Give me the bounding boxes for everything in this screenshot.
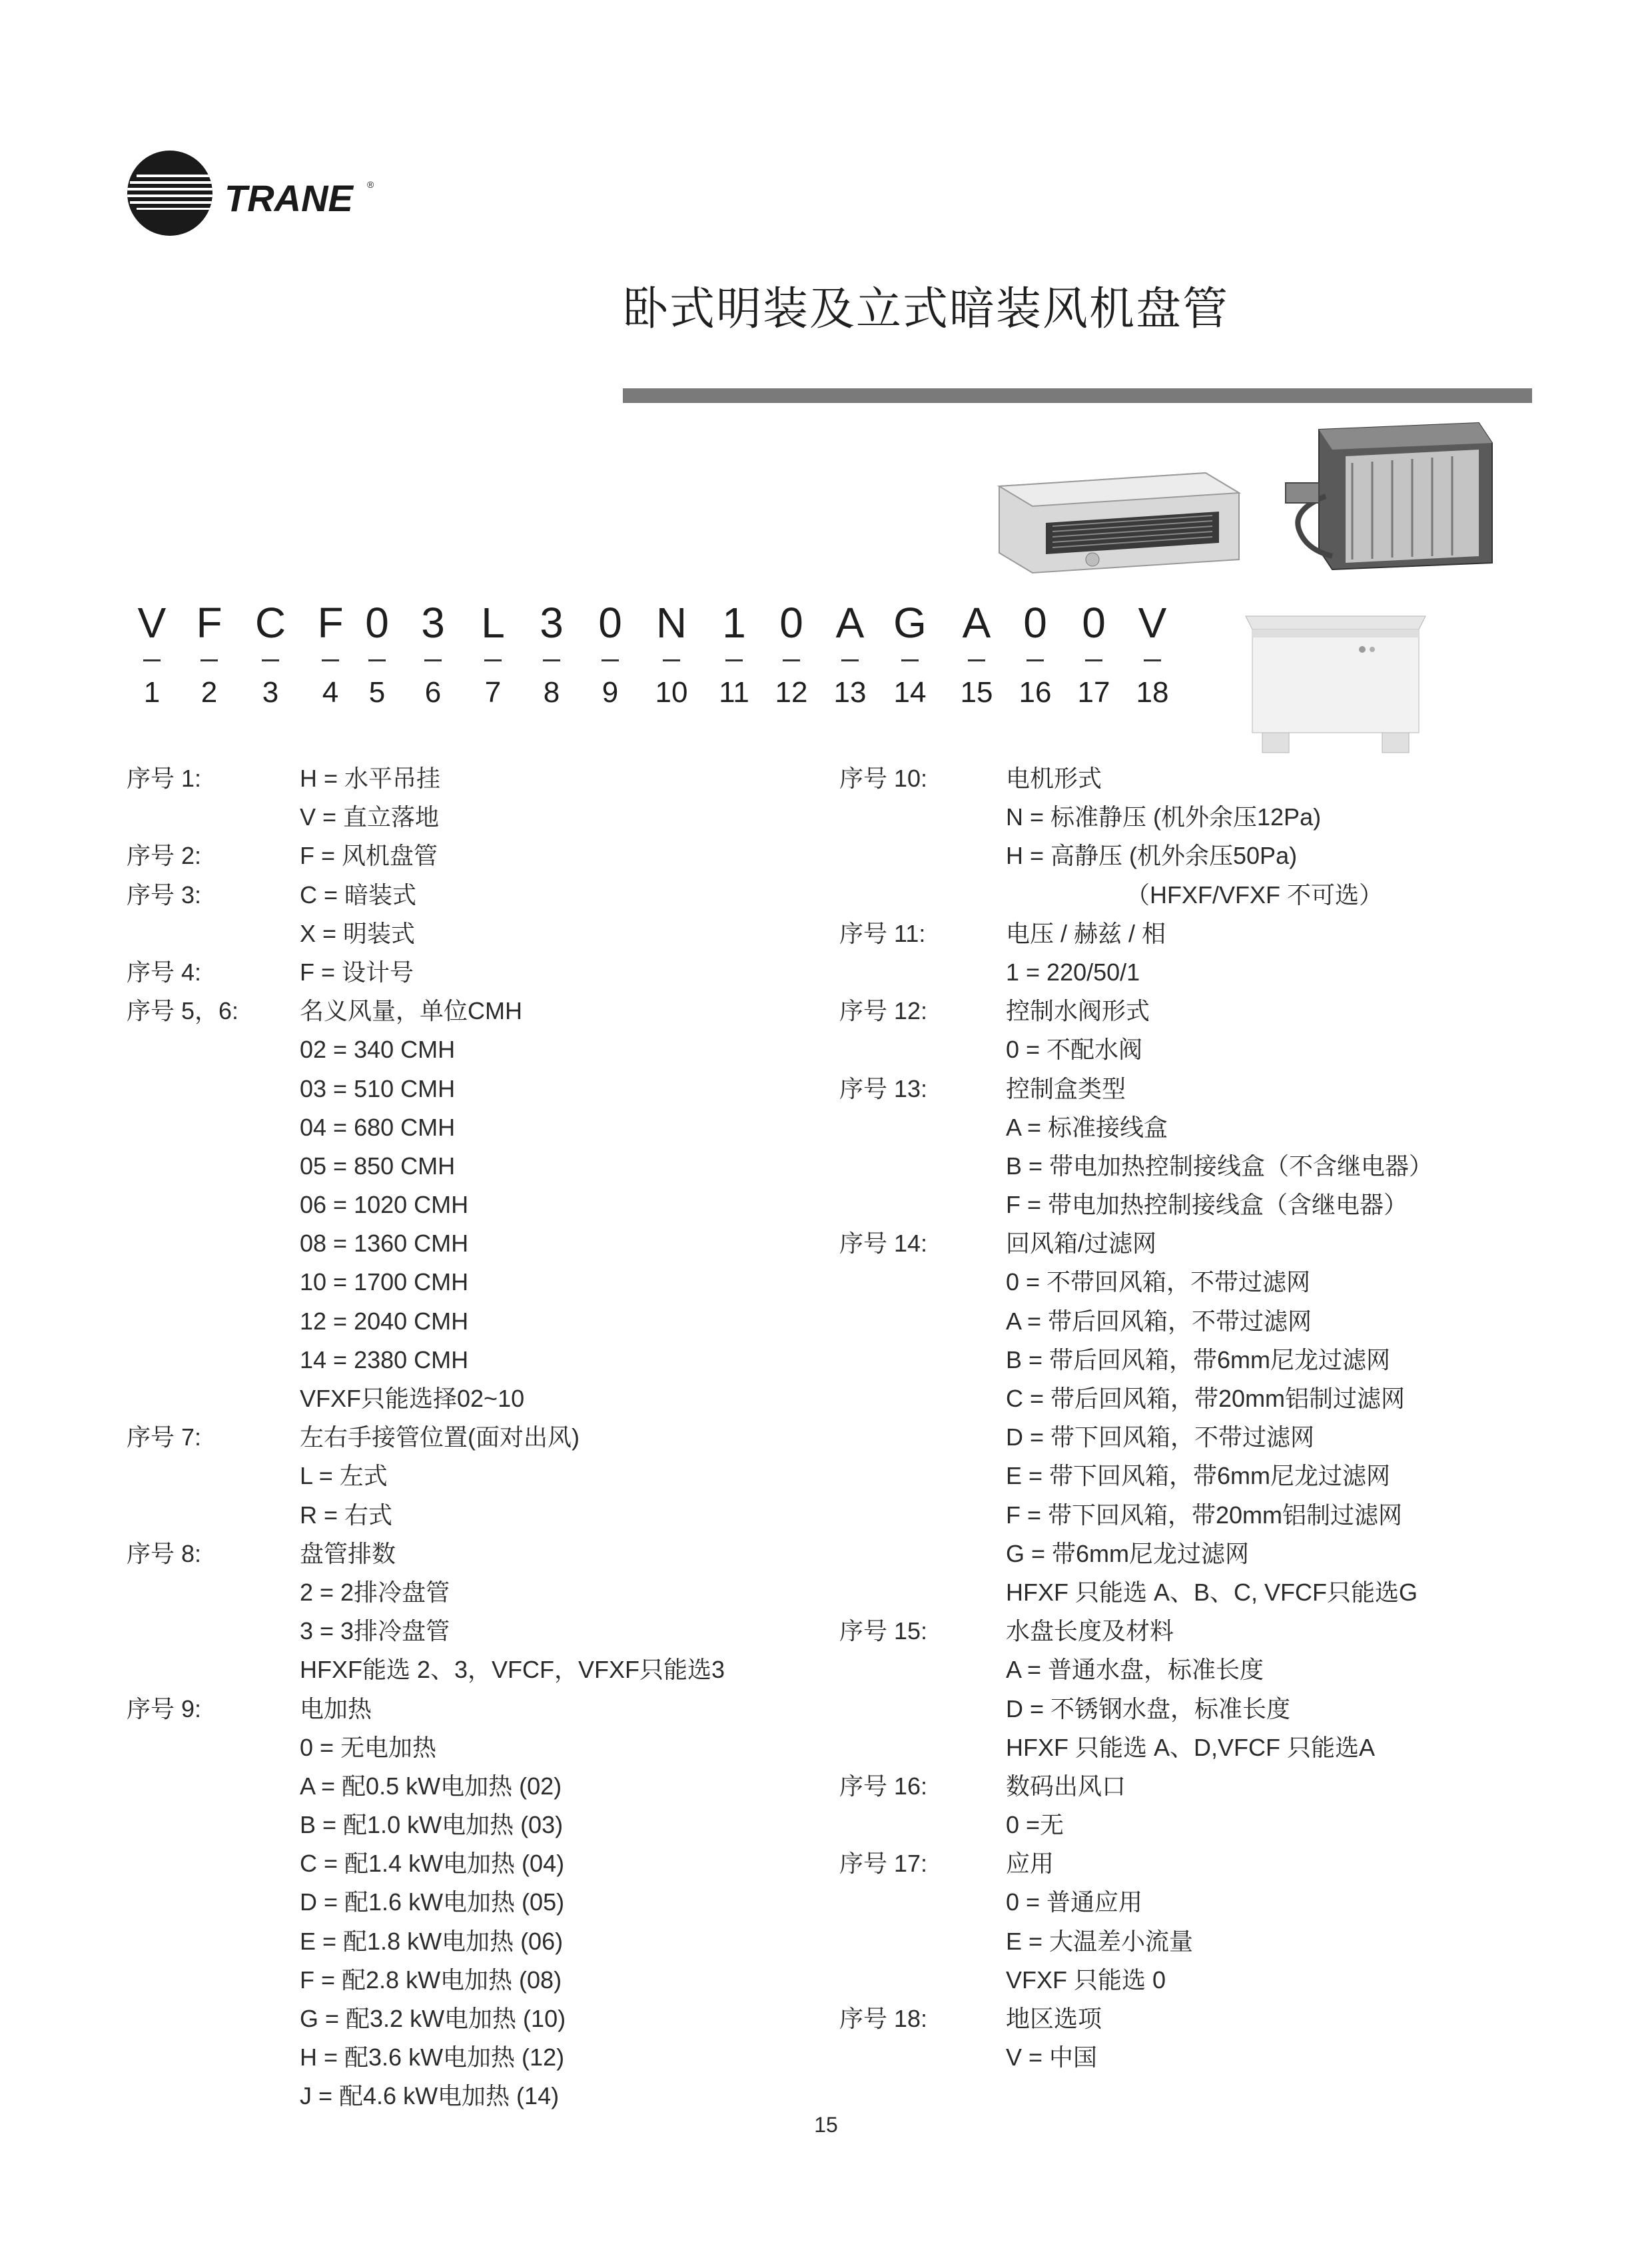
spec-row-label: 序号 10:: [839, 765, 928, 792]
code-underline: [663, 659, 680, 661]
code-underline: [901, 659, 919, 661]
spec-row-value: 03 = 510 CMH: [300, 1074, 456, 1102]
spec-row: [127, 1302, 793, 1341]
spec-row: [839, 1341, 1539, 1379]
spec-row-value: 回风箱/过滤网: [1006, 1230, 1157, 1258]
spec-row-value: 12 = 2040 CMH: [300, 1307, 469, 1335]
code-letter: A: [835, 599, 865, 647]
spec-row: [839, 953, 1539, 992]
spec-row-value: 0 =无: [1006, 1811, 1064, 1839]
product-image-vertical-exposed: [1239, 609, 1439, 759]
spec-row-value: D = 不锈钢水盘，标准长度: [1006, 1694, 1291, 1722]
spec-row-value: （HFXF/VFXF 不可选）: [1126, 881, 1383, 909]
page-number: 15: [814, 2113, 838, 2137]
spec-row-label: 序号 16:: [839, 1772, 928, 1800]
spec-row: [127, 1806, 793, 1844]
spec-row-label: 序号 8:: [127, 1539, 202, 1567]
spec-row: [127, 1573, 793, 1612]
spec-row-value: E = 带下回风箱，带6mm尼龙过滤网: [1006, 1462, 1391, 1490]
spec-row-value: 06 = 1020 CMH: [300, 1191, 469, 1219]
code-cell: [1067, 599, 1120, 709]
spec-row-value: V = 中国: [1006, 2044, 1098, 2071]
spec-row-value: A = 带后回风箱，不带过滤网: [1006, 1307, 1312, 1335]
code-cell: [406, 599, 460, 709]
code-letter: 3: [540, 599, 564, 647]
code-letter: 3: [421, 599, 445, 647]
spec-row-value: 水盘长度及材料: [1006, 1617, 1174, 1645]
spec-row-value: N = 标准静压 (机外余压12Pa): [1006, 803, 1322, 831]
code-letter: 0: [1082, 599, 1106, 647]
spec-row-value: 0 = 不带回风箱，不带过滤网: [1006, 1268, 1311, 1296]
code-position: 6: [424, 676, 442, 709]
code-letter: F: [317, 599, 344, 647]
spec-row: [839, 1844, 1539, 1883]
spec-row: [839, 2000, 1539, 2038]
spec-row-label: 序号 17:: [839, 1850, 928, 1878]
spec-row: [839, 1883, 1539, 1922]
code-letter: 0: [365, 599, 389, 647]
spec-row: [127, 915, 793, 953]
trane-logo: [123, 147, 390, 243]
spec-row-value: 应用: [1006, 1850, 1054, 1878]
spec-row: [127, 1922, 793, 1961]
spec-row-value: 02 = 340 CMH: [300, 1036, 456, 1064]
code-letter: 1: [722, 599, 746, 647]
spec-row-value: C = 配1.4 kW电加热 (04): [300, 1850, 565, 1878]
spec-row-value: F = 带下回风箱，带20mm铝制过滤网: [1006, 1501, 1403, 1529]
spec-row: [127, 1108, 793, 1147]
spec-row-value: L = 左式: [300, 1462, 388, 1490]
spec-row: [127, 1263, 793, 1302]
spec-row: [839, 1418, 1539, 1457]
code-letter: N: [655, 599, 687, 647]
code-position: 18: [1136, 676, 1169, 709]
spec-row-value: VFXF只能选择02~10: [300, 1385, 525, 1412]
code-position: 14: [893, 676, 927, 709]
spec-row: [127, 1147, 793, 1186]
spec-row: [127, 759, 793, 798]
spec-row: [127, 1496, 793, 1535]
spec-row-label: 序号 13:: [839, 1074, 928, 1102]
code-underline: [1085, 659, 1102, 661]
spec-row-value: G = 带6mm尼龙过滤网: [1006, 1539, 1250, 1567]
spec-row-value: 1 = 220/50/1: [1006, 958, 1140, 986]
spec-row: [839, 1806, 1539, 1844]
spec-row: [839, 1651, 1539, 1689]
spec-row-value: 0 = 不配水阀: [1006, 1036, 1143, 1064]
spec-row: [839, 1263, 1539, 1302]
spec-row: [839, 1728, 1539, 1767]
spec-row: [127, 1457, 793, 1495]
spec-row-value: B = 带后回风箱，带6mm尼龙过滤网: [1006, 1345, 1391, 1373]
code-letter: 0: [779, 599, 803, 647]
spec-row-value: 左右手接管位置(面对出风): [300, 1423, 580, 1451]
spec-row-value: 控制水阀形式: [1006, 997, 1150, 1025]
spec-row: [839, 1379, 1539, 1418]
spec-row-value: A = 配0.5 kW电加热 (02): [300, 1772, 562, 1800]
spec-row-value: D = 带下回风箱，不带过滤网: [1006, 1423, 1315, 1451]
spec-row-value: A = 标准接线盒: [1006, 1113, 1168, 1141]
spec-row-value: H = 高静压 (机外余压50Pa): [1006, 842, 1298, 870]
spec-row: [839, 1030, 1539, 1069]
code-underline: [841, 659, 859, 661]
spec-row-value: 数码出风口: [1006, 1772, 1126, 1800]
code-underline: [1027, 659, 1044, 661]
spec-row: [127, 1535, 793, 1573]
code-position: 9: [602, 676, 619, 709]
code-underline: [783, 659, 800, 661]
spec-row-value: R = 右式: [300, 1501, 393, 1529]
spec-row: [839, 759, 1539, 798]
spec-row-value: 04 = 680 CMH: [300, 1113, 456, 1141]
code-position: 15: [960, 676, 993, 709]
code-position: 5: [368, 676, 386, 709]
code-cell: [183, 599, 236, 709]
spec-row-value: 电压 / 赫兹 / 相: [1006, 919, 1166, 947]
code-cell: [1009, 599, 1062, 709]
spec-row-value: 盘管排数: [300, 1539, 396, 1567]
spec-row: [127, 1379, 793, 1418]
spec-row-value: H = 配3.6 kW电加热 (12): [300, 2044, 565, 2071]
spec-row-value: 0 = 无电加热: [300, 1733, 437, 1761]
spec-row-value: H = 水平吊挂: [300, 765, 441, 792]
spec-row-label: 序号 15:: [839, 1617, 928, 1645]
spec-row: [839, 1496, 1539, 1535]
left-spec-column: [127, 759, 793, 2116]
spec-row: [127, 798, 793, 837]
code-underline: [262, 659, 279, 661]
spec-row-value: 名义风量，单位CMH: [300, 997, 522, 1025]
right-spec-column: [839, 759, 1539, 2077]
spec-row-value: HFXF 只能选 A、D,VFCF 只能选A: [1006, 1733, 1376, 1761]
spec-row-value: 电机形式: [1006, 765, 1102, 792]
code-position: 11: [719, 676, 749, 709]
spec-row-value: 14 = 2380 CMH: [300, 1345, 469, 1373]
code-position: 8: [543, 676, 560, 709]
spec-row-value: B = 配1.0 kW电加热 (03): [300, 1811, 564, 1839]
spec-row-value: G = 配3.2 kW电加热 (10): [300, 2005, 566, 2032]
spec-row: [839, 1535, 1539, 1573]
code-cell: [350, 599, 404, 709]
spec-row-value: X = 明装式: [300, 919, 416, 947]
spec-row-value: 地区选项: [1006, 2005, 1102, 2032]
spec-row-value: VFXF 只能选 0: [1006, 1966, 1166, 1994]
spec-row-label: 序号 11:: [839, 919, 926, 947]
product-image-horizontal-concealed: [993, 460, 1246, 583]
logo-wordmark: TRANE: [224, 177, 353, 219]
spec-row: [839, 992, 1539, 1030]
code-cell: [950, 599, 1003, 709]
code-underline: [968, 659, 985, 661]
registered-mark: ®: [367, 179, 374, 190]
code-position: 4: [322, 676, 339, 709]
spec-row-value: 10 = 1700 CMH: [300, 1268, 469, 1296]
code-underline: [725, 659, 743, 661]
code-letter: G: [893, 599, 927, 647]
code-underline: [201, 659, 218, 661]
spec-row-value: HFXF能选 2、3，VFCF，VFXF只能选3: [300, 1656, 725, 1684]
spec-row: [127, 1341, 793, 1379]
spec-row-label: 序号 1:: [127, 765, 202, 792]
code-position: 1: [143, 676, 161, 709]
code-cell: [125, 599, 179, 709]
code-letter: V: [137, 599, 167, 647]
product-image-vertical-concealed: [1279, 416, 1505, 579]
spec-row-label: 序号 12:: [839, 997, 928, 1025]
code-position: 13: [833, 676, 867, 709]
title-divider: [623, 388, 1532, 403]
code-cell: [823, 599, 877, 709]
code-letter: A: [962, 599, 991, 647]
code-position: 16: [1019, 676, 1052, 709]
code-letter: 0: [1023, 599, 1047, 647]
code-cell: [883, 599, 937, 709]
spec-row-label: 序号 7:: [127, 1423, 202, 1451]
spec-row: [127, 876, 793, 915]
spec-row: [839, 1573, 1539, 1612]
spec-row: [839, 1690, 1539, 1728]
code-underline: [143, 659, 161, 661]
spec-row-label: 序号 18:: [839, 2005, 928, 2032]
spec-row: [127, 1961, 793, 2000]
spec-row: [839, 1922, 1539, 1961]
spec-row-value: 0 = 普通应用: [1006, 1888, 1143, 1916]
spec-row-value: 05 = 850 CMH: [300, 1152, 456, 1180]
spec-row-value: 控制盒类型: [1006, 1074, 1126, 1102]
spec-row-label: 序号 3:: [127, 881, 202, 909]
code-cell: [1126, 599, 1179, 709]
spec-row-value: F = 设计号: [300, 958, 414, 986]
spec-row: [127, 1612, 793, 1651]
spec-row-label: 序号 2:: [127, 842, 202, 870]
page-title: 卧式明装及立式暗装风机盘管: [623, 283, 1230, 336]
spec-row: [839, 1302, 1539, 1341]
spec-row: [127, 1883, 793, 1922]
spec-row-value: V = 直立落地: [300, 803, 440, 831]
trane-logo-mark: [123, 147, 390, 240]
code-underline: [484, 659, 502, 661]
code-position: 12: [775, 676, 808, 709]
spec-row-value: 2 = 2排冷盘管: [300, 1578, 450, 1606]
spec-row: [839, 1147, 1539, 1186]
spec-row: [127, 992, 793, 1030]
spec-row: [839, 1457, 1539, 1495]
code-underline: [424, 659, 442, 661]
spec-row: [127, 1728, 793, 1767]
code-position: 7: [484, 676, 502, 709]
spec-row: [127, 1651, 793, 1689]
code-cell: [707, 599, 761, 709]
spec-row: [839, 1108, 1539, 1147]
code-underline: [322, 659, 339, 661]
spec-row: [127, 2077, 793, 2115]
spec-row: [839, 2038, 1539, 2077]
spec-row-value: E = 配1.8 kW电加热 (06): [300, 1927, 564, 1955]
spec-row: [127, 1224, 793, 1263]
spec-row-value: HFXF 只能选 A、B、C, VFCF只能选G: [1006, 1578, 1418, 1606]
spec-row-value: C = 带后回风箱，带20mm铝制过滤网: [1006, 1385, 1406, 1412]
code-underline: [368, 659, 386, 661]
spec-row-value: 3 = 3排冷盘管: [300, 1617, 450, 1645]
spec-row: [127, 1767, 793, 1806]
code-cell: [765, 599, 818, 709]
spec-row: [127, 837, 793, 875]
code-underline: [543, 659, 560, 661]
code-cell: [645, 599, 698, 709]
model-code: [120, 599, 1212, 719]
spec-row-value: F = 带电加热控制接线盒（含继电器）: [1006, 1191, 1408, 1219]
code-position: 3: [262, 676, 279, 709]
code-cell: [466, 599, 520, 709]
code-letter: F: [196, 599, 222, 647]
code-position: 10: [655, 676, 688, 709]
spec-row-label: 序号 4:: [127, 958, 202, 986]
spec-row-value: J = 配4.6 kW电加热 (14): [300, 2082, 560, 2110]
spec-row-label: 序号 9:: [127, 1694, 202, 1722]
code-position: 2: [201, 676, 218, 709]
spec-row: [839, 915, 1539, 953]
spec-row: [839, 876, 1539, 915]
spec-row: [839, 837, 1539, 875]
spec-row-value: 电加热: [300, 1694, 372, 1722]
spec-row-value: E = 大温差小流量: [1006, 1927, 1194, 1955]
code-cell: [584, 599, 637, 709]
code-cell: [304, 599, 357, 709]
spec-row-value: F = 配2.8 kW电加热 (08): [300, 1966, 562, 1994]
code-cell: [244, 599, 297, 709]
code-underline: [1144, 659, 1161, 661]
spec-row: [839, 1767, 1539, 1806]
spec-row-label: 序号 5，6:: [127, 997, 239, 1025]
spec-row: [127, 1690, 793, 1728]
spec-row: [839, 1961, 1539, 2000]
code-letter: C: [254, 599, 286, 647]
spec-row-value: 08 = 1360 CMH: [300, 1230, 469, 1258]
spec-row: [127, 1844, 793, 1883]
spec-row: [839, 1070, 1539, 1108]
spec-row-value: D = 配1.6 kW电加热 (05): [300, 1888, 565, 1916]
spec-row: [839, 1224, 1539, 1263]
code-underline: [602, 659, 619, 661]
spec-row-value: F = 风机盘管: [300, 842, 438, 870]
spec-row-value: C = 暗装式: [300, 881, 417, 909]
spec-row: [127, 1186, 793, 1224]
spec-row: [127, 2038, 793, 2077]
code-letter: 0: [598, 599, 622, 647]
spec-row-label: 序号 14:: [839, 1230, 928, 1258]
spec-row: [127, 953, 793, 992]
code-cell: [525, 599, 578, 709]
spec-row: [127, 1418, 793, 1457]
spec-row: [127, 2000, 793, 2038]
spec-row: [839, 798, 1539, 837]
code-letter: V: [1138, 599, 1167, 647]
code-letter: L: [481, 599, 505, 647]
spec-row-value: A = 普通水盘，标准长度: [1006, 1656, 1264, 1684]
spec-row: [839, 1186, 1539, 1224]
spec-row: [127, 1070, 793, 1108]
spec-row: [839, 1612, 1539, 1651]
code-position: 17: [1077, 676, 1110, 709]
spec-row: [127, 1030, 793, 1069]
spec-row-value: B = 带电加热控制接线盒（不含继电器）: [1006, 1152, 1434, 1180]
